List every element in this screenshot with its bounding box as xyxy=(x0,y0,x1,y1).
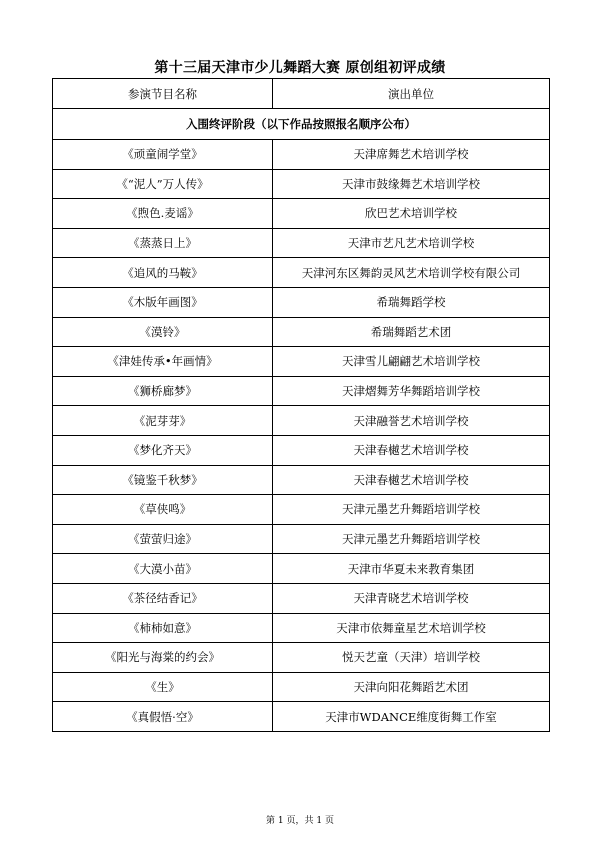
table-row xyxy=(53,524,550,554)
program-name-cell: 《煦色.麦谣》 xyxy=(53,199,273,229)
program-name-cell: 《漠铃》 xyxy=(53,317,273,347)
document-title: 第十三届天津市少儿舞蹈大赛 原创组初评成绩 xyxy=(154,60,446,76)
program-name-cell: 《柿柿如意》 xyxy=(53,613,273,643)
performing-unit-cell: 天津市WDANCE维度街舞工作室 xyxy=(273,702,550,732)
performing-unit-cell: 天津春樾艺术培训学校 xyxy=(273,465,550,495)
table-row xyxy=(53,702,550,732)
performing-unit-cell: 天津元墨艺升舞蹈培训学校 xyxy=(273,524,550,554)
table-row xyxy=(53,643,550,673)
results-table xyxy=(52,78,550,732)
table-row xyxy=(53,317,550,347)
performing-unit-cell: 天津市华夏未来教育集团 xyxy=(273,554,550,584)
performing-unit-cell: 天津市鼓缘舞艺术培训学校 xyxy=(273,169,550,199)
program-name-cell: 《生》 xyxy=(53,672,273,702)
table-row xyxy=(53,613,550,643)
program-name-cell: 《萤萤归途》 xyxy=(53,524,273,554)
table-row xyxy=(53,376,550,406)
performing-unit-cell: 天津春樾艺术培训学校 xyxy=(273,435,550,465)
table-row xyxy=(53,672,550,702)
program-name-cell: 《蒸蒸日上》 xyxy=(53,228,273,258)
performing-unit-cell: 希瑞舞蹈艺术团 xyxy=(273,317,550,347)
program-name-cell: 《顽童闹学堂》 xyxy=(53,140,273,170)
performing-unit-cell: 天津市依舞童星艺术培训学校 xyxy=(273,613,550,643)
table-row xyxy=(53,347,550,377)
program-name-cell: 《大漠小苗》 xyxy=(53,554,273,584)
performing-unit-cell: 天津市艺凡艺术培训学校 xyxy=(273,228,550,258)
program-name-cell: 《狮桥廊梦》 xyxy=(53,376,273,406)
table-row xyxy=(53,169,550,199)
table-row xyxy=(53,583,550,613)
program-name-cell: 《“泥人”万人传》 xyxy=(53,169,273,199)
program-name-cell: 《追风的马鞍》 xyxy=(53,258,273,288)
table-row xyxy=(53,199,550,229)
table-row xyxy=(53,228,550,258)
performing-unit-cell: 天津向阳花舞蹈艺术团 xyxy=(273,672,550,702)
table-row xyxy=(53,495,550,525)
table-row xyxy=(53,287,550,317)
program-name-cell: 《真假悟·空》 xyxy=(53,702,273,732)
section-row xyxy=(53,109,550,140)
performing-unit-cell: 天津熠舞芳华舞蹈培训学校 xyxy=(273,376,550,406)
performing-unit-cell: 天津融誉艺术培训学校 xyxy=(273,406,550,436)
page-footer: 第 1 页，共 1 页 xyxy=(266,816,334,826)
performing-unit-cell: 天津青晓艺术培训学校 xyxy=(273,583,550,613)
program-name-cell: 《镜鉴千秋梦》 xyxy=(53,465,273,495)
table-row xyxy=(53,435,550,465)
program-name-cell: 《津娃传承•年画情》 xyxy=(53,347,273,377)
section-label: 入围终评阶段（以下作品按照报名顺序公布） xyxy=(53,109,550,140)
table-row xyxy=(53,258,550,288)
table-row xyxy=(53,465,550,495)
performing-unit-cell: 天津雪儿翩翩艺术培训学校 xyxy=(273,347,550,377)
table-row xyxy=(53,406,550,436)
performing-unit-cell: 天津席舞艺术培训学校 xyxy=(273,140,550,170)
header-performing-unit: 演出单位 xyxy=(273,79,550,109)
program-name-cell: 《木版年画图》 xyxy=(53,287,273,317)
program-name-cell: 《草侠鸣》 xyxy=(53,495,273,525)
program-name-cell: 《梦化齐天》 xyxy=(53,435,273,465)
table-header-row xyxy=(53,79,550,109)
performing-unit-cell: 天津河东区舞韵灵风艺术培训学校有限公司 xyxy=(273,258,550,288)
performing-unit-cell: 欣巴艺术培训学校 xyxy=(273,199,550,229)
program-name-cell: 《茶径结香记》 xyxy=(53,583,273,613)
performing-unit-cell: 希瑞舞蹈学校 xyxy=(273,287,550,317)
program-name-cell: 《泥芽芽》 xyxy=(53,406,273,436)
performing-unit-cell: 悦天艺童（天津）培训学校 xyxy=(273,643,550,673)
table-row xyxy=(53,554,550,584)
table-row xyxy=(53,140,550,170)
program-name-cell: 《阳光与海棠的约会》 xyxy=(53,643,273,673)
header-program-name: 参演节目名称 xyxy=(53,79,273,109)
performing-unit-cell: 天津元墨艺升舞蹈培训学校 xyxy=(273,495,550,525)
